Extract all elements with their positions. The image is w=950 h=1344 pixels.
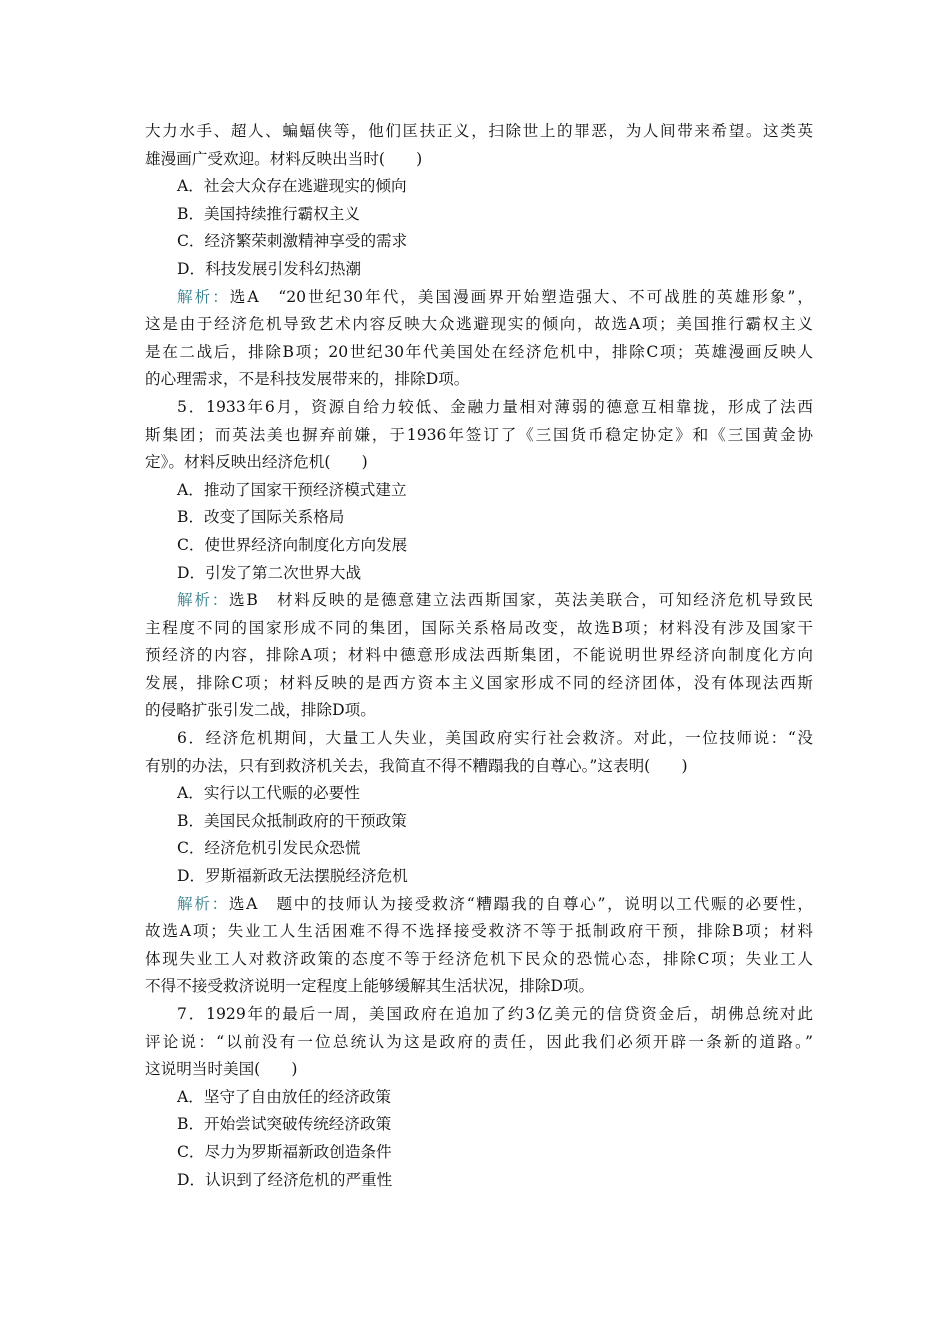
question-4 xyxy=(145,118,813,394)
analysis-label: 解析： xyxy=(177,894,229,913)
analysis-line: 主程度不同的国家形成不同的集团，国际关系格局改变，故选B项；材料没有涉及国家干 xyxy=(145,618,813,637)
analysis-line xyxy=(145,284,813,312)
question-stem-line: 斯集团；而英法美也摒弃前嫌，于1936年签订了《三国货币稳定协定》和《三国黄金协 xyxy=(145,425,813,444)
analysis-line: 体现失业工人对救济政策的态度不等于经济危机下民众的恐慌心态，排除C项；失业工人 xyxy=(145,949,813,968)
analysis-line xyxy=(145,891,813,919)
question-7 xyxy=(145,1001,813,1194)
option-c: C．尽力为罗斯福新政创造条件 xyxy=(177,1142,392,1161)
document-page xyxy=(145,118,813,1194)
option-a: A．实行以工代赈的必要性 xyxy=(177,784,360,803)
option-d: D．认识到了经济危机的严重性 xyxy=(177,1170,393,1189)
question-stem-line: 有别的办法，只有到救济机关去，我简直不得不糟蹋我的自尊心。”这表明( ) xyxy=(145,756,688,775)
question-stem-line: 定》。材料反映出经济危机( ) xyxy=(145,453,368,472)
analysis-line: 发展，排除C项；材料反映的是西方资本主义国家形成不同的经济团体，没有体现法西斯 xyxy=(145,673,813,692)
option-c: C．经济繁荣刺激精神享受的需求 xyxy=(177,232,408,251)
analysis-line: 故选A项；失业工人生活困难不得不选择接受救济不等于抵制政府干预，排除B项；材料 xyxy=(145,922,813,941)
question-stem-line: 大力水手、超人、蝙蝠侠等，他们匡扶正义，扫除世上的罪恶，为人间带来希望。这类英 xyxy=(145,122,813,140)
question-stem-line: 7．1929年的最后一周，美国政府在追加了约3亿美元的信贷资金后，胡佛总统对此 xyxy=(177,1005,813,1023)
analysis-line: 的心理需求，不是科技发展带来的，排除D项。 xyxy=(145,370,470,389)
analysis-text: 选A “20世纪30年代，美国漫画界开始塑造强大、不可战胜的英雄形象”， xyxy=(229,287,813,306)
option-c: C．经济危机引发民众恐慌 xyxy=(177,839,361,858)
option-c: C．使世界经济向制度化方向发展 xyxy=(177,535,408,554)
option-d: D．罗斯福新政无法摆脱经济危机 xyxy=(177,867,408,886)
analysis-text: 选A 题中的技师认为接受救济“糟蹋我的自尊心”，说明以工代赈的必要性， xyxy=(228,894,813,913)
analysis-line: 是在二战后，排除B项；20世纪30年代美国处在经济危机中，排除C项；英雄漫画反映人 xyxy=(145,342,813,361)
option-a: A．坚守了自由放任的经济政策 xyxy=(177,1087,391,1106)
analysis-label: 解析： xyxy=(177,287,230,306)
question-stem-line: 评论说：“以前没有一位总统认为这是政府的责任，因此我们必须开辟一条新的道路。” xyxy=(145,1032,813,1051)
option-d: D．引发了第二次世界大战 xyxy=(177,563,362,582)
analysis-line xyxy=(145,587,813,615)
analysis-line: 的侵略扩张引发二战，排除D项。 xyxy=(145,701,376,720)
question-stem-line: 6．经济危机期间，大量工人失业，美国政府实行社会救济。对此，一位技师说：“没 xyxy=(177,729,813,748)
question-stem-line: 5．1933年6月，资源自给力较低、金融力量相对薄弱的德意互相靠拢，形成了法西 xyxy=(177,397,813,416)
analysis-line: 预经济的内容，排除A项；材料中德意形成法西斯集团，不能说明世界经济向制度化方向 xyxy=(145,646,813,665)
option-a: A．社会大众存在逃避现实的倾向 xyxy=(177,177,407,196)
option-b: B．开始尝试突破传统经济政策 xyxy=(177,1115,392,1134)
question-6 xyxy=(145,725,813,1001)
analysis-text: 选B 材料反映的是德意建立法西斯国家，英法美联合，可知经济危机导致民 xyxy=(229,591,813,610)
option-b: B．改变了国际关系格局 xyxy=(177,508,345,527)
option-d: D．科技发展引发科幻热潮 xyxy=(177,259,362,278)
question-stem-line: 雄漫画广受欢迎。材料反映出当时( ) xyxy=(145,149,423,168)
analysis-label: 解析： xyxy=(177,591,230,610)
option-b: B．美国持续推行霸权主义 xyxy=(177,204,360,223)
analysis-line: 这是由于经济危机导致艺术内容反映大众逃避现实的倾向，故选A项；美国推行霸权主义 xyxy=(145,315,813,334)
question-5 xyxy=(145,394,813,725)
question-stem-line: 这说明当时美国( ) xyxy=(145,1060,298,1079)
option-b: B．美国民众抵制政府的干预政策 xyxy=(177,811,407,830)
analysis-line: 不得不接受救济说明一定程度上能够缓解其生活状况，排除D项。 xyxy=(145,977,595,996)
option-a: A．推动了国家干预经济模式建立 xyxy=(177,480,407,499)
